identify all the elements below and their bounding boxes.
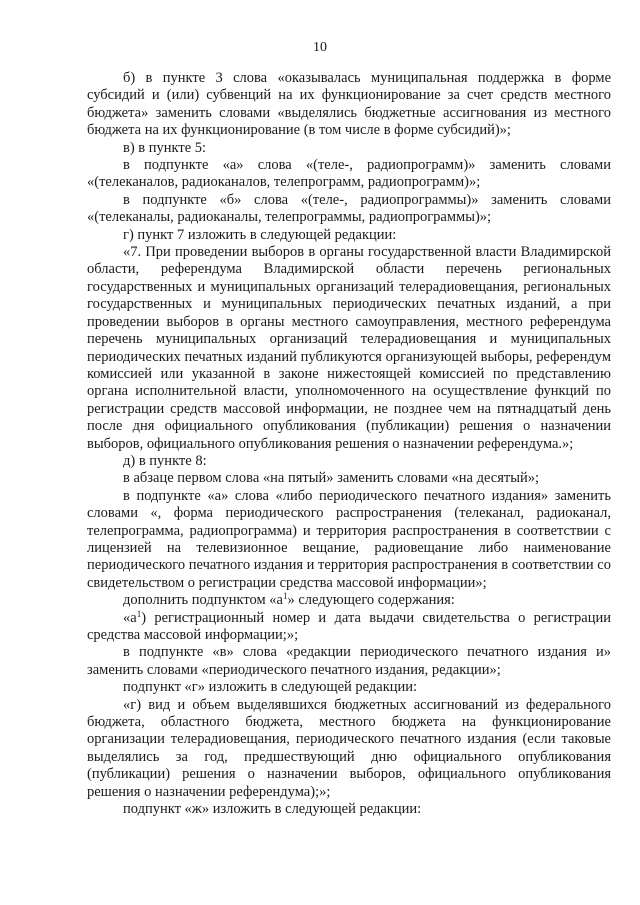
paragraph-point-7-text: «7. При проведении выборов в органы государственной власти Владимирской области, референдума Владимирской области перечень региональных государственных и муниципальных организаций телерадиовещания, региональных государственных и муниципальных периодических печатных изданий, а при проведении выборов в органы местного самоуправления, местного референдума перечень муниципальных организаций телерадиовещания и муниципальных периодических печатных изданий публикуются организующей выборы, референдум комиссией или указанной в законе нижестоящей комиссией по представлению органа исполнительной власти, уполномоченного на осуществление функций по регистрации средств массовой информации, не позднее чем на пятнадцатый день после дня официального опубликования (публикации) решения о назначении выборов, официального опубликования решения о назначении референдума.»;	[87, 244, 611, 452]
paragraph-subpoint-g-header: подпункт «г» изложить в следующей редакции:	[123, 679, 418, 696]
paragraph-subpoint-a-replace: в подпункте «а» слова «либо периодического печатного издания» заменить словами «, форма периодического распространения (телеканал, радиоканал, телепрограмма, радиопрограмма) и территория распространения в соответствии с лицензией на телевизионное вещание, радиовещание либо наименование периодического печатного издания и территория распространения в соответствии со свидетельством о регистрации средства массовой информации»;	[87, 487, 611, 591]
paragraph-v-point-5: в) в пункте 5:	[123, 139, 207, 156]
paragraph-subpoint-a1-text: «$а^1$) регистрационный номер и дата выдачи свидетельства о регистрации средства массовой информации;»;	[87, 608, 611, 643]
paragraph-subpoint-g-text: «г) вид и объем выделявшихся бюджетных ассигнований из федерального бюджета, областного бюджета, местного бюджета на функционирование организации телерадиовещания, периодического печатного издания (если таковые выделялись за год, предшествующий дню официального опубликования (публикации) решения о назначении выборов, официального опубликования решения о назначении референдума);»;	[87, 696, 611, 800]
paragraph-subpoint-zh-header: подпункт «ж» изложить в следующей редакции:	[123, 801, 422, 818]
document-body	[87, 70, 611, 818]
paragraph-subpoint-v: в подпункте «в» слова «редакции периодического печатного издания и» заменить словами «периодического печатного издания, редакции»;	[87, 644, 611, 678]
paragraph-first-abzac: в абзаце первом слова «на пятый» заменить словами «на десятый»;	[123, 470, 539, 487]
paragraph-d-point-8: д) в пункте 8:	[123, 452, 207, 469]
paragraph-b-point-3: б) в пункте 3 слова «оказывалась муниципальная поддержка в форме субсидий и (или) субвенций на их функционирование за счет средств местного бюджета» заменить словами «выделялись бюджетные ассигнования из местного бюджета на их функционирование (в том числе в форме субсидий)»;	[87, 70, 611, 139]
paragraph-subpoint-b: в подпункте «б» слова «(теле-, радиопрограммы)» заменить словами «(телеканалы, радиоканалы, телепрограммы, радиопрограммы)»;	[87, 191, 611, 226]
page-number: 10	[313, 40, 327, 55]
paragraph-add-subpoint-a1: дополнить подпунктом «$а^1$» следующего содержания:	[123, 591, 455, 609]
paragraph-subpoint-a: в подпункте «а» слова «(теле-, радиопрограмм)» заменить словами «(телеканалов, радиоканалов, телепрограмм, радиопрограмм)»;	[87, 157, 611, 191]
paragraph-g-point-7: г) пункт 7 изложить в следующей редакции:	[123, 226, 397, 243]
